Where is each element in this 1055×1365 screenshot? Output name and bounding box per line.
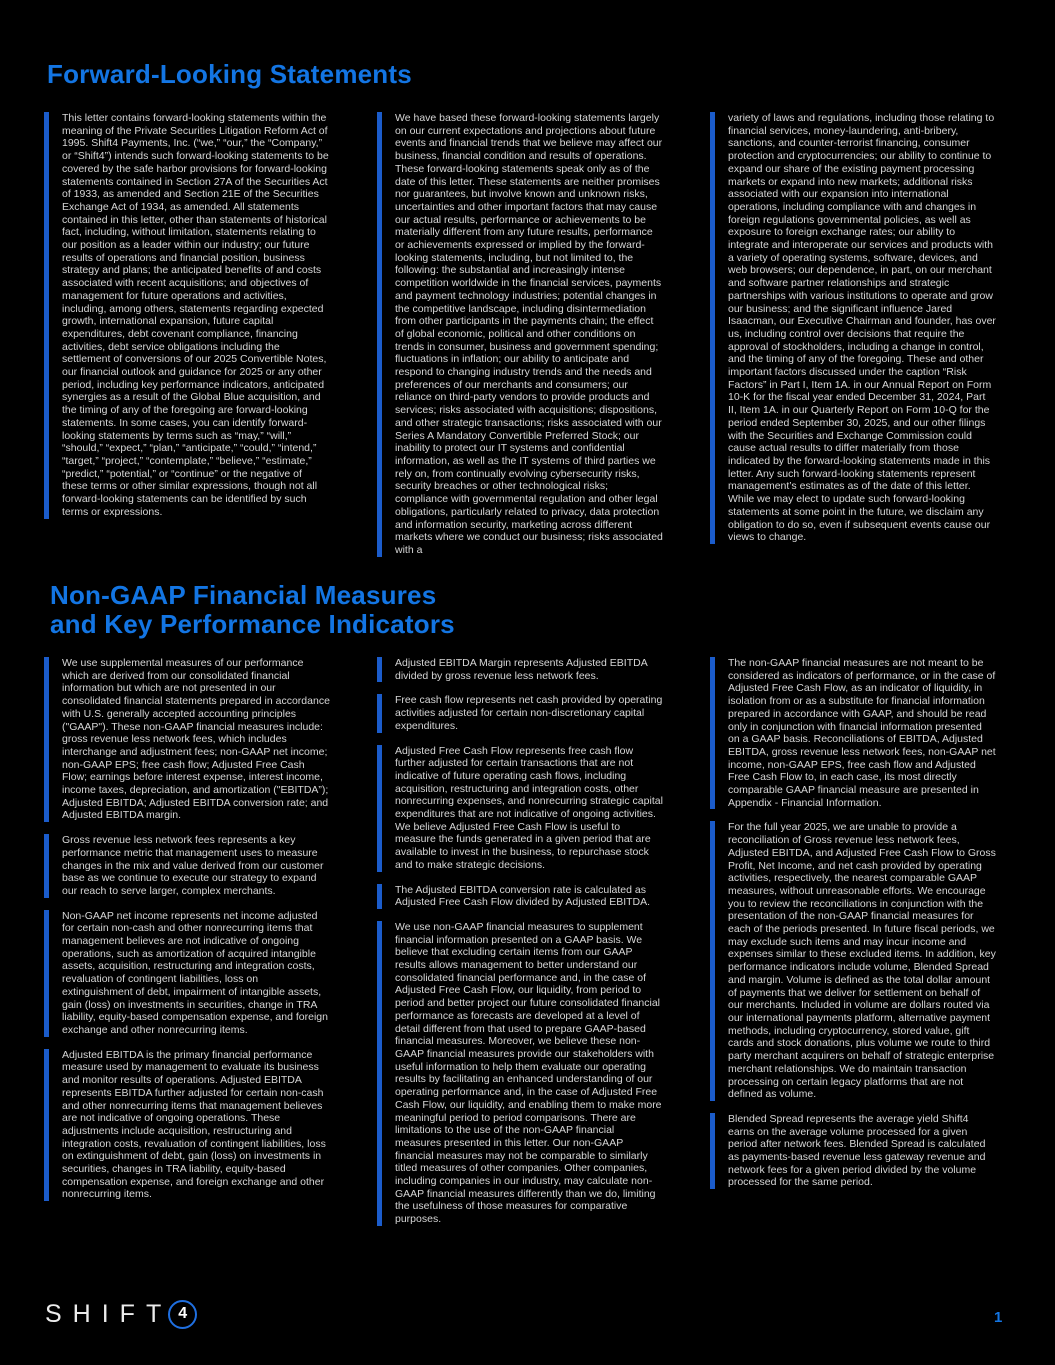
title-line: Non-GAAP Financial Measures xyxy=(50,580,437,610)
forward-looking-column-2 xyxy=(377,112,663,557)
paragraph: The Adjusted EBITDA conversion rate is calculated as Adjusted Free Cash Flow divided by Adjusted EBITDA. xyxy=(377,884,663,909)
paragraph: Blended Spread represents the average yield Shift4 earns on the average volume processed for a given period after network fees. Blended Spread is calculated as payments-based revenue less gateway revenue and network fees for a given period divided by the volume processed for the same period. xyxy=(710,1113,996,1189)
paragraph: Free cash flow represents net cash provided by operating activities adjusted for certain non-discretionary capital expenditures. xyxy=(377,694,663,732)
paragraph: The non-GAAP financial measures are not meant to be considered as indicators of performance, or in the case of Adjusted Free Cash Flow, as an indicator of liquidity, in isolation from or as a substitute for financial information prepared in accordance with GAAP, and should be read only in conjunction with financial information presented on a GAAP basis. Reconciliations of EBITDA, Adjusted EBITDA, gross revenue less network fees, non-GAAP net income, non-GAAP EPS, free cash flow and Adjusted Free Cash Flow to, in each case, its most directly comparable GAAP financial measure are presented in Appendix - Financial Information. xyxy=(710,657,996,809)
forward-looking-columns xyxy=(44,112,1004,557)
paragraph: Adjusted EBITDA is the primary financial performance measure used by management to evaluate its business and monitor results of operations. Adjusted EBITDA represents EBITDA further adjusted for certain non-cash and other nonrecurring items that management believes are not indicative of ongoing operations. These adjustments include acquisition, restructuring and integration costs, revaluation of contingent liabilities, loss on extinguishment of debt, gain (loss) on investments in securities, changes in TRA liability, equity-based compensation expense, and foreign exchange and other nonrecurring items. xyxy=(44,1049,330,1201)
paragraph: We use supplemental measures of our performance which are derived from our consolidated financial information but which are not presented in our consolidated financial statements prepared in accordance with U.S. generally accepted accounting principles ("GAAP"). These non-GAAP financial measures include: gross revenue less network fees, which includes interchange and adjustment fees; non-GAAP net income; non-GAAP EPS; free cash flow; Adjusted Free Cash Flow; earnings before interest expense, interest income, income taxes, depreciation, and amortization ("EBITDA”); Adjusted EBITDA; Adjusted EBITDA conversion rate; and Adjusted EBITDA margin. xyxy=(44,657,330,822)
paragraph: For the full year 2025, we are unable to provide a reconciliation of Gross revenue less network fees, Adjusted EBITDA, and Adjusted Free Cash Flow to Gross Profit, Net Income, and net cash provided by operating activities, respectively, the nearest comparable GAAP measures, without unreasonable efforts. We encourage you to review the reconciliations in conjunction with the presentation of the non-GAAP financial measures for each of the periods presented. In future fiscal periods, we may exclude such items and may incur income and expenses similar to these excluded items. In addition, key performance indicators include volume, Blended Spread and margin. Volume is defined as the total dollar amount of payments that we deliver for settlement on behalf of our merchants. Included in volume are dollars routed via our international payments platform, alternative payment methods, including cryptocurrency, stored value, gift cards and stock donations, plus volume we route to third party merchant acquirers on behalf of strategic enterprise merchant relationships. We do maintain transaction processing on certain legacy platforms that are not defined as volume. xyxy=(710,821,996,1100)
logo-four: 4 xyxy=(178,1305,188,1322)
title-line: and Key Performance Indicators xyxy=(50,609,455,639)
non-gaap-columns xyxy=(44,657,1004,1226)
non-gaap-column-3 xyxy=(710,657,996,1189)
paragraph: variety of laws and regulations, including those relating to financial services, money-laundering, anti-bribery, sanctions, and counter-terrorist financing, consumer protection and cryptocurrencies; our ability to continue to expand our share of the existing payment processing markets or expand into new markets; additional risks associated with our expansion into international operations, including compliance with and changes in foreign regulations governmental policies, as well as exposure to foreign exchange rates; our ability to integrate and interoperate our services and products with a variety of operating systems, software, devices, and web browsers; our dependence, in part, on our merchant and software partner relationships and strategic partnerships with various institutions to operate and grow our business; and the significant influence Jared Isaacman, our Executive Chairman and founder, has over us, including control over decisions that require the approval of stockholders, including a change in control, and the timing of any of the foregoing. These and other important factors discussed under the caption “Risk Factors” in Part I, Item 1A. in our Annual Report on Form 10-K for the fiscal year ended December 31, 2024, Part II, Item 1A. in our Quarterly Report on Form 10-Q for the period ended September 30, 2025, and our other filings with the Securities and Exchange Commission could cause actual results to differ materially from those indicated by the forward-looking statements made in this letter. Any such forward-looking statements represent management’s estimates as of the date of this letter. While we may elect to update such forward-looking statements at some point in the future, we disclaim any obligation to do so, even if subsequent events cause our views to change. xyxy=(710,112,996,544)
paragraph: We use non-GAAP financial measures to supplement financial information presented on a GAAP basis. We believe that excluding certain items from our GAAP results allows management to better understand our consolidated financial performance and, in the case of Adjusted Free Cash Flow, our liquidity, from period to period and better project our future consolidated financial performance as forecasts are developed at a level of detail different from that used to prepare GAAP-based financial measures. Moreover, we believe these non-GAAP financial measures provide our stakeholders with useful information to help them evaluate our operating results by facilitating an enhanced understanding of our operating performance and, in the case of Adjusted Free Cash Flow, our liquidity, and enabling them to make more meaningful period to period comparisons. There are limitations to the use of the non-GAAP financial measures presented in this letter. Our non-GAAP financial measures may not be comparable to similarly titled measures of other companies. Other companies, including companies in our industry, may calculate non-GAAP financial measures differently than we do, limiting the usefulness of those measures for comparative purposes. xyxy=(377,921,663,1226)
section-title-non-gaap-measures xyxy=(50,581,455,639)
title-line: Forward-Looking Statements xyxy=(47,59,412,89)
shift4-logo xyxy=(45,1299,197,1329)
forward-looking-column-1 xyxy=(44,112,330,519)
shift4-logo-text: SHIFT xyxy=(45,1300,173,1328)
page-number: 1 xyxy=(994,1309,1003,1326)
paragraph: Adjusted Free Cash Flow represents free cash flow further adjusted for certain transactions that are not indicative of future operating cash flows, including acquisition, restructuring and integration costs, other nonrecurring expenses, and nonrecurring strategic capital expenditures that are not indicative of ongoing activities. We believe Adjusted Free Cash Flow is useful to measure the funds generated in a given period that are available to invest in the business, to repurchase stock and to make strategic decisions. xyxy=(377,745,663,872)
paragraph: We have based these forward-looking statements largely on our current expectations and projections about future events and financial trends that we believe may affect our business, financial condition and results of operations. These forward-looking statements speak only as of the date of this letter. These statements are neither promises nor guarantees, but involve known and unknown risks, uncertainties and other important factors that may cause our actual results, performance or achievements to be materially different from any future results, performance or achievements expressed or implied by the forward-looking statements, including, but not limited to, the following: the substantial and increasingly intense competition worldwide in the financial services, payments and payment technology industries; potential changes in the competitive landscape, including disintermediation from other participants in the payments chain; the effect of global economic, political and other conditions on trends in consumer, business and government spending; fluctuations in inflation; our ability to anticipate and respond to changing industry trends and the needs and preferences of our merchants and consumers; our reliance on third-party vendors to provide products and services; risks associated with acquisitions; dispositions, and other strategic transactions; risks associated with our Series A Mandatory Convertible Preferred Stock; our inability to protect our IT systems and confidential information, as well as the IT systems of third parties we rely on, from continually evolving cybersecurity risks, security breaches or other technological risks; compliance with governmental regulation and other legal obligations, particularly related to privacy, data protection and information security, marketing across different markets where we conduct our business; risks associated with a xyxy=(377,112,663,557)
shift4-logo-circle-4-icon xyxy=(168,1300,197,1329)
paragraph: Non-GAAP net income represents net income adjusted for certain non-cash and other nonrecurring items that management believes are not indicative of ongoing operations, such as amortization of acquired intangible assets, acquisition, restructuring and integration costs, revaluation of contingent liabilities, loss on extinguishment of debt, impairment of intangible assets, gain (loss) on investments in securities, change in TRA liability, equity-based compensation expense, and foreign exchange and other nonrecurring items. xyxy=(44,910,330,1037)
forward-looking-column-3 xyxy=(710,112,996,544)
paragraph: Adjusted EBITDA Margin represents Adjusted EBITDA divided by gross revenue less network fees. xyxy=(377,657,663,682)
non-gaap-column-1 xyxy=(44,657,330,1201)
non-gaap-column-2 xyxy=(377,657,663,1226)
section-title-forward-looking-statements xyxy=(47,60,412,89)
paragraph: Gross revenue less network fees represents a key performance metric that management uses to measure changes in the mix and value derived from our customer base as we continue to execute our strategy to expand our reach to serve larger, complex merchants. xyxy=(44,834,330,898)
paragraph: This letter contains forward-looking statements within the meaning of the Private Securities Litigation Reform Act of 1995. Shift4 Payments, Inc. (“we,” “our,” the “Company,” or “Shift4”) intends such forward-looking statements to be covered by the safe harbor provisions for forward-looking statements contained in Section 27A of the Securities Act of 1933, as amended and Section 21E of the Securities Exchange Act of 1934, as amended. All statements contained in this letter, other than statements of historical fact, including, without limitation, statements relating to our position as a leader within our industry; our future results of operations and financial position, business strategy and plans; the anticipated benefits of and costs associated with recent acquisitions; and objectives of management for future operations and activities, including, among others, statements regarding expected growth, international expansion, future capital expenditures, debt covenant compliance, financing activities, debt service obligations including the settlement of conversions of our 2025 Convertible Notes, our financial outlook and guidance for 2025 or any other period, including key performance indicators, anticipated synergies as a result of the Global Blue acquisition, and the timing of any of the foregoing are forward-looking statements. In some cases, you can identify forward-looking statements by terms such as “may,” “will,” “should,” “expect,” “plan,” “anticipate,” “could,” “intend,” “target,” “project,” “contemplate,” “believe,” “estimate,” “predict,” “potential,” or “continue” or the negative of these terms or other similar expressions, though not all forward-looking statements can be identified by such terms or expressions. xyxy=(44,112,330,519)
